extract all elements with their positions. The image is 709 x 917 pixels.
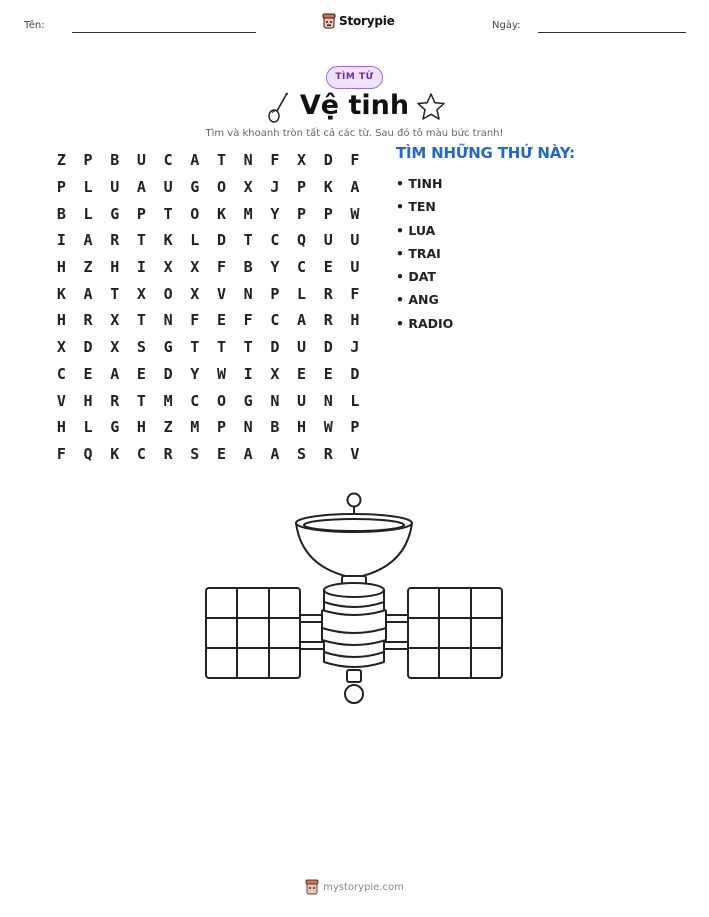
grid-letter: F: [190, 311, 200, 330]
grid-letter: C: [270, 231, 280, 250]
grid-letter: V: [56, 391, 66, 410]
grid-letter: G: [190, 178, 200, 197]
word-item: • RADIO: [396, 315, 454, 331]
grid-letter: R: [163, 444, 173, 463]
grid-letter: C: [190, 391, 200, 410]
grid-letter: Y: [270, 204, 280, 223]
grid-letter: H: [136, 418, 146, 437]
grid-letter: N: [243, 418, 253, 437]
grid-letter: U: [323, 231, 333, 250]
grid-letter: R: [110, 391, 120, 410]
grid-letter: A: [350, 178, 360, 197]
grid-letter: N: [270, 391, 280, 410]
grid-letter: D: [270, 338, 280, 357]
grid-letter: P: [297, 204, 307, 223]
grid-row: [48, 387, 368, 414]
grid-letter: L: [83, 204, 93, 223]
grid-letter: T: [136, 311, 146, 330]
grid-letter: E: [323, 364, 333, 383]
satellite-illustration: [200, 490, 510, 710]
grid-letter: S: [136, 338, 146, 357]
grid-letter: N: [243, 284, 253, 303]
grid-letter: A: [270, 444, 280, 463]
grid-letter: A: [110, 364, 120, 383]
activity-badge: TÌM TỪ: [326, 66, 383, 89]
storypie-logo-icon: [322, 13, 336, 29]
grid-letter: F: [270, 151, 280, 170]
grid-letter: A: [136, 178, 146, 197]
name-line: [72, 32, 256, 33]
grid-letter: K: [56, 284, 66, 303]
grid-letter: I: [136, 258, 146, 277]
grid-letter: L: [297, 284, 307, 303]
word-item: • TINH: [396, 176, 443, 191]
grid-letter: Q: [83, 444, 93, 463]
title-row: [0, 90, 709, 130]
grid-letter: N: [323, 391, 333, 410]
grid-letter: C: [270, 311, 280, 330]
grid-letter: A: [297, 311, 307, 330]
grid-letter: P: [350, 418, 360, 437]
grid-row: [48, 414, 368, 441]
grid-letter: T: [110, 284, 120, 303]
grid-letter: B: [56, 204, 66, 223]
grid-letter: C: [163, 151, 173, 170]
grid-letter: V: [216, 284, 226, 303]
grid-letter: X: [190, 258, 200, 277]
grid-letter: U: [297, 391, 307, 410]
grid-letter: U: [350, 231, 360, 250]
grid-letter: T: [243, 231, 253, 250]
name-label: Tên:: [24, 20, 45, 31]
grid-letter: G: [163, 338, 173, 357]
word-list-heading: TÌM NHỮNG THỨ NÀY:: [396, 144, 575, 162]
grid-letter: L: [350, 391, 360, 410]
grid-letter: X: [243, 178, 253, 197]
star-icon: [416, 92, 446, 122]
grid-letter: K: [163, 231, 173, 250]
grid-letter: X: [190, 284, 200, 303]
grid-letter: A: [190, 151, 200, 170]
grid-letter: H: [56, 418, 66, 437]
grid-letter: W: [350, 204, 360, 223]
instructions: Tìm và khoanh tròn tất cả các từ. Sau đó tô màu bức tranh!: [205, 128, 504, 139]
grid-row: [48, 200, 368, 227]
grid-letter: X: [110, 338, 120, 357]
page-footer: [0, 879, 709, 895]
grid-letter: P: [83, 151, 93, 170]
word-list: [396, 144, 575, 335]
grid-letter: A: [243, 444, 253, 463]
grid-letter: M: [190, 418, 200, 437]
grid-letter: E: [216, 311, 226, 330]
grid-letter: Z: [163, 418, 173, 437]
grid-letter: G: [110, 204, 120, 223]
word-search-grid: [48, 147, 368, 467]
grid-row: [48, 307, 368, 334]
page-title: Vệ tinh: [299, 90, 410, 121]
grid-letter: H: [83, 391, 93, 410]
grid-letter: J: [270, 178, 280, 197]
grid-letter: N: [163, 311, 173, 330]
grid-letter: U: [297, 338, 307, 357]
grid-letter: T: [136, 231, 146, 250]
grid-letter: T: [163, 204, 173, 223]
word-list-items: [396, 172, 575, 335]
grid-row: [48, 334, 368, 361]
grid-letter: R: [83, 311, 93, 330]
brand-name: Storypie: [339, 14, 395, 28]
grid-letter: H: [297, 418, 307, 437]
grid-letter: F: [56, 444, 66, 463]
grid-letter: U: [136, 151, 146, 170]
grid-letter: D: [323, 338, 333, 357]
grid-letter: U: [350, 258, 360, 277]
grid-letter: E: [83, 364, 93, 383]
word-item: • TRAI: [396, 245, 441, 261]
grid-letter: B: [270, 418, 280, 437]
grid-row: [48, 441, 368, 468]
grid-row: [48, 280, 368, 307]
grid-letter: F: [350, 284, 360, 303]
grid-letter: G: [243, 391, 253, 410]
grid-letter: M: [243, 204, 253, 223]
grid-letter: Y: [190, 364, 200, 383]
word-item: • ANG: [396, 292, 439, 308]
grid-letter: E: [216, 444, 226, 463]
grid-letter: H: [110, 258, 120, 277]
grid-letter: X: [110, 311, 120, 330]
grid-letter: K: [216, 204, 226, 223]
grid-row: [48, 227, 368, 254]
grid-letter: Z: [56, 151, 66, 170]
grid-letter: C: [56, 364, 66, 383]
grid-letter: K: [110, 444, 120, 463]
grid-letter: T: [216, 151, 226, 170]
grid-letter: L: [190, 231, 200, 250]
grid-letter: D: [323, 151, 333, 170]
grid-letter: F: [216, 258, 226, 277]
grid-letter: P: [216, 418, 226, 437]
grid-letter: T: [136, 391, 146, 410]
page-header: [0, 0, 709, 50]
grid-letter: D: [163, 364, 173, 383]
grid-letter: N: [243, 151, 253, 170]
grid-letter: H: [350, 311, 360, 330]
grid-letter: G: [110, 418, 120, 437]
grid-letter: Q: [297, 231, 307, 250]
grid-letter: T: [190, 338, 200, 357]
grid-letter: R: [323, 284, 333, 303]
date-line: [538, 32, 686, 33]
grid-letter: H: [56, 311, 66, 330]
grid-letter: P: [270, 284, 280, 303]
grid-letter: S: [297, 444, 307, 463]
grid-letter: F: [350, 151, 360, 170]
grid-letter: R: [323, 311, 333, 330]
grid-letter: A: [83, 231, 93, 250]
grid-letter: X: [136, 284, 146, 303]
word-item: • DAT: [396, 269, 436, 285]
grid-letter: B: [243, 258, 253, 277]
grid-letter: S: [190, 444, 200, 463]
grid-letter: P: [297, 178, 307, 197]
grid-letter: P: [323, 204, 333, 223]
grid-letter: P: [56, 178, 66, 197]
grid-letter: X: [297, 151, 307, 170]
grid-letter: M: [163, 391, 173, 410]
grid-row: [48, 147, 368, 174]
word-item: • LUA: [396, 222, 436, 238]
storypie-footer-logo-icon: [305, 879, 319, 895]
grid-letter: T: [216, 338, 226, 357]
grid-letter: R: [110, 231, 120, 250]
grid-letter: I: [243, 364, 253, 383]
grid-letter: X: [56, 338, 66, 357]
grid-letter: T: [243, 338, 253, 357]
grid-letter: E: [323, 258, 333, 277]
grid-letter: C: [136, 444, 146, 463]
grid-letter: U: [110, 178, 120, 197]
grid-letter: A: [83, 284, 93, 303]
grid-letter: Z: [83, 258, 93, 277]
grid-letter: D: [216, 231, 226, 250]
grid-letter: K: [323, 178, 333, 197]
grid-letter: X: [270, 364, 280, 383]
grid-letter: R: [323, 444, 333, 463]
grid-letter: O: [216, 391, 226, 410]
grid-letter: E: [297, 364, 307, 383]
grid-letter: J: [350, 338, 360, 357]
grid-row: [48, 361, 368, 388]
grid-letter: O: [163, 284, 173, 303]
grid-letter: V: [350, 444, 360, 463]
grid-letter: B: [110, 151, 120, 170]
grid-letter: P: [136, 204, 146, 223]
grid-letter: X: [163, 258, 173, 277]
grid-letter: L: [83, 178, 93, 197]
grid-row: [48, 174, 368, 201]
grid-letter: O: [216, 178, 226, 197]
grid-letter: C: [297, 258, 307, 277]
date-label: Ngày:: [492, 20, 521, 31]
grid-letter: L: [83, 418, 93, 437]
grid-row: [48, 254, 368, 281]
grid-letter: Y: [270, 258, 280, 277]
grid-letter: U: [163, 178, 173, 197]
grid-letter: F: [243, 311, 253, 330]
grid-letter: E: [136, 364, 146, 383]
word-item: • TEN: [396, 199, 436, 215]
grid-letter: H: [56, 258, 66, 277]
grid-letter: D: [350, 364, 360, 383]
grid-letter: O: [190, 204, 200, 223]
grid-letter: D: [83, 338, 93, 357]
footer-site: mystorypie.com: [323, 881, 404, 893]
grid-letter: I: [56, 231, 66, 250]
grid-letter: W: [216, 364, 226, 383]
brand-logo: [322, 13, 395, 29]
grid-letter: W: [323, 418, 333, 437]
